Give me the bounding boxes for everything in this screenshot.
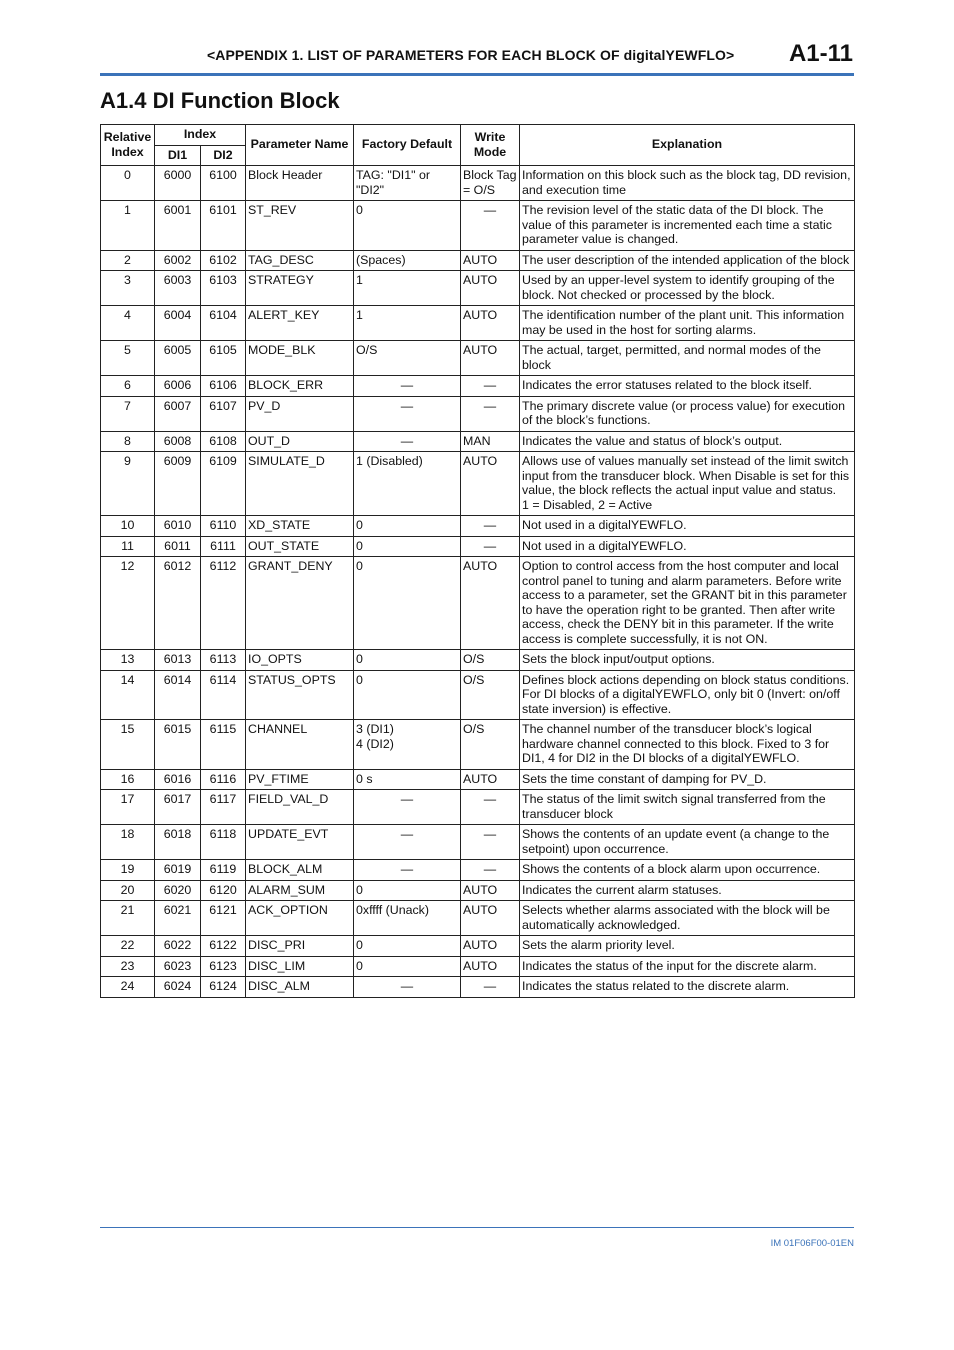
header-di2: DI2	[201, 145, 246, 166]
cell-di1-index: 6022	[155, 936, 201, 957]
cell-di2-index: 6100	[201, 166, 246, 201]
cell-relative-index: 14	[101, 670, 155, 720]
cell-write-mode: AUTO	[461, 306, 520, 341]
cell-di2-index: 6113	[201, 650, 246, 671]
cell-parameter-name: STRATEGY	[246, 271, 354, 306]
cell-write-mode: AUTO	[461, 341, 520, 376]
cell-write-mode: O/S	[461, 650, 520, 671]
cell-factory-default: 1	[354, 271, 461, 306]
cell-di1-index: 6003	[155, 271, 201, 306]
cell-explanation: Shows the contents of an update event (a change to the setpoint) upon occurrence.	[520, 825, 855, 860]
cell-write-mode: AUTO	[461, 880, 520, 901]
cell-factory-default: —	[354, 376, 461, 397]
cell-di1-index: 6006	[155, 376, 201, 397]
page-number: A1-11	[788, 40, 853, 67]
cell-factory-default: —	[354, 431, 461, 452]
cell-factory-default: 0	[354, 536, 461, 557]
cell-explanation: Indicates the error statuses related to the block itself.	[520, 376, 855, 397]
parameter-table	[100, 124, 855, 998]
cell-factory-default: 0	[354, 956, 461, 977]
cell-factory-default: 0	[354, 650, 461, 671]
cell-di2-index: 6104	[201, 306, 246, 341]
cell-relative-index: 10	[101, 516, 155, 537]
cell-factory-default: 3 (DI1) 4 (DI2)	[354, 720, 461, 770]
table-row	[101, 769, 855, 790]
table-row	[101, 396, 855, 431]
cell-explanation: Selects whether alarms associated with the block will be automatically acknowledged.	[520, 901, 855, 936]
cell-relative-index: 21	[101, 901, 155, 936]
table-row	[101, 557, 855, 650]
cell-di2-index: 6121	[201, 901, 246, 936]
header-explanation: Explanation	[520, 125, 855, 166]
cell-factory-default: —	[354, 790, 461, 825]
header-write-mode: Write Mode	[461, 125, 520, 166]
cell-explanation: The primary discrete value (or process value) for execution of the block’s functions.	[520, 396, 855, 431]
cell-di1-index: 6019	[155, 860, 201, 881]
cell-explanation: Indicates the status related to the discrete alarm.	[520, 977, 855, 998]
cell-write-mode: —	[461, 201, 520, 251]
cell-di1-index: 6004	[155, 306, 201, 341]
table-row	[101, 977, 855, 998]
cell-relative-index: 16	[101, 769, 155, 790]
cell-parameter-name: UPDATE_EVT	[246, 825, 354, 860]
cell-di1-index: 6017	[155, 790, 201, 825]
cell-relative-index: 6	[101, 376, 155, 397]
cell-relative-index: 5	[101, 341, 155, 376]
cell-explanation: Information on this block such as the block tag, DD revision, and execution time	[520, 166, 855, 201]
cell-explanation: The identification number of the plant unit. This information may be used in the host for sorting alarms.	[520, 306, 855, 341]
cell-di2-index: 6111	[201, 536, 246, 557]
table-row	[101, 166, 855, 201]
cell-write-mode: O/S	[461, 670, 520, 720]
cell-explanation: The revision level of the static data of the DI block. The value of this parameter is incremented each time a static parameter value is changed.	[520, 201, 855, 251]
cell-explanation: Not used in a digitalYEWFLO.	[520, 516, 855, 537]
cell-di1-index: 6018	[155, 825, 201, 860]
cell-parameter-name: STATUS_OPTS	[246, 670, 354, 720]
cell-parameter-name: DISC_PRI	[246, 936, 354, 957]
cell-di2-index: 6112	[201, 557, 246, 650]
cell-di2-index: 6106	[201, 376, 246, 397]
cell-factory-default: —	[354, 977, 461, 998]
table-row	[101, 670, 855, 720]
cell-parameter-name: OUT_D	[246, 431, 354, 452]
cell-write-mode: AUTO	[461, 557, 520, 650]
cell-relative-index: 23	[101, 956, 155, 977]
cell-di2-index: 6123	[201, 956, 246, 977]
cell-relative-index: 22	[101, 936, 155, 957]
cell-di1-index: 6008	[155, 431, 201, 452]
cell-parameter-name: SIMULATE_D	[246, 452, 354, 516]
cell-explanation: Indicates the current alarm statuses.	[520, 880, 855, 901]
table-row	[101, 431, 855, 452]
cell-explanation: Shows the contents of a block alarm upon occurrence.	[520, 860, 855, 881]
cell-parameter-name: IO_OPTS	[246, 650, 354, 671]
cell-di2-index: 6103	[201, 271, 246, 306]
cell-di1-index: 6016	[155, 769, 201, 790]
cell-parameter-name: ALERT_KEY	[246, 306, 354, 341]
cell-relative-index: 12	[101, 557, 155, 650]
cell-factory-default: 1 (Disabled)	[354, 452, 461, 516]
cell-write-mode: AUTO	[461, 936, 520, 957]
cell-di2-index: 6107	[201, 396, 246, 431]
cell-di2-index: 6101	[201, 201, 246, 251]
cell-explanation: The actual, target, permitted, and normal modes of the block	[520, 341, 855, 376]
cell-factory-default: 0 s	[354, 769, 461, 790]
cell-relative-index: 24	[101, 977, 155, 998]
cell-di1-index: 6021	[155, 901, 201, 936]
cell-explanation: Allows use of values manually set instead of the limit switch input from the transducer block. When Disable is set for this value, the block reflects the actual input value and status. 1 = Disabled, 2 = Active	[520, 452, 855, 516]
cell-di2-index: 6108	[201, 431, 246, 452]
cell-parameter-name: ACK_OPTION	[246, 901, 354, 936]
cell-parameter-name: DISC_LIM	[246, 956, 354, 977]
cell-di1-index: 6001	[155, 201, 201, 251]
cell-di1-index: 6015	[155, 720, 201, 770]
cell-parameter-name: MODE_BLK	[246, 341, 354, 376]
cell-di1-index: 6012	[155, 557, 201, 650]
cell-factory-default: (Spaces)	[354, 250, 461, 271]
table-row	[101, 790, 855, 825]
table-row	[101, 516, 855, 537]
cell-write-mode: AUTO	[461, 271, 520, 306]
cell-factory-default: 0xffff (Unack)	[354, 901, 461, 936]
table-row	[101, 306, 855, 341]
cell-write-mode: —	[461, 536, 520, 557]
cell-parameter-name: TAG_DESC	[246, 250, 354, 271]
cell-parameter-name: ALARM_SUM	[246, 880, 354, 901]
table-row	[101, 936, 855, 957]
cell-relative-index: 13	[101, 650, 155, 671]
cell-explanation: Sets the block input/output options.	[520, 650, 855, 671]
cell-factory-default: 0	[354, 936, 461, 957]
cell-factory-default: —	[354, 396, 461, 431]
table-row	[101, 341, 855, 376]
cell-di2-index: 6118	[201, 825, 246, 860]
cell-factory-default: 0	[354, 670, 461, 720]
cell-write-mode: AUTO	[461, 452, 520, 516]
header-rule	[100, 73, 854, 76]
cell-relative-index: 19	[101, 860, 155, 881]
cell-parameter-name: ST_REV	[246, 201, 354, 251]
table-row	[101, 901, 855, 936]
cell-di2-index: 6122	[201, 936, 246, 957]
table-row	[101, 201, 855, 251]
cell-write-mode: MAN	[461, 431, 520, 452]
cell-write-mode: AUTO	[461, 250, 520, 271]
cell-factory-default: 1	[354, 306, 461, 341]
cell-di2-index: 6117	[201, 790, 246, 825]
cell-explanation: Indicates the value and status of block’s output.	[520, 431, 855, 452]
table-row	[101, 720, 855, 770]
cell-write-mode: —	[461, 516, 520, 537]
cell-relative-index: 0	[101, 166, 155, 201]
table-body	[101, 166, 855, 998]
header-factory-default: Factory Default	[354, 125, 461, 166]
cell-write-mode: O/S	[461, 720, 520, 770]
cell-explanation: Not used in a digitalYEWFLO.	[520, 536, 855, 557]
cell-parameter-name: GRANT_DENY	[246, 557, 354, 650]
cell-relative-index: 11	[101, 536, 155, 557]
cell-factory-default: TAG: "DI1" or "DI2"	[354, 166, 461, 201]
cell-relative-index: 18	[101, 825, 155, 860]
cell-write-mode: —	[461, 376, 520, 397]
document-id: IM 01F06F00-01EN	[770, 1238, 854, 1249]
cell-di1-index: 6024	[155, 977, 201, 998]
cell-explanation: The channel number of the transducer block’s logical hardware channel connected to this block. Fixed to 3 for DI1, 4 for DI2 in the DI blocks of a digitalYEWFLO.	[520, 720, 855, 770]
cell-relative-index: 7	[101, 396, 155, 431]
cell-explanation: Defines block actions depending on block status conditions. For DI blocks of a digitalYEWFLO, only bit 0 (Invert: on/off state inversion) is effective.	[520, 670, 855, 720]
header-parameter-name: Parameter Name	[246, 125, 354, 166]
header-title: <APPENDIX 1. LIST OF PARAMETERS FOR EACH BLOCK OF digitalYEWFLO>	[207, 47, 735, 63]
cell-di2-index: 6124	[201, 977, 246, 998]
cell-parameter-name: BLOCK_ALM	[246, 860, 354, 881]
cell-explanation: Indicates the status of the input for the discrete alarm.	[520, 956, 855, 977]
cell-di1-index: 6010	[155, 516, 201, 537]
cell-write-mode: —	[461, 977, 520, 998]
table-row	[101, 956, 855, 977]
table-row	[101, 650, 855, 671]
cell-parameter-name: Block Header	[246, 166, 354, 201]
cell-explanation: Used by an upper-level system to identify grouping of the block. Not checked or processed by the block.	[520, 271, 855, 306]
cell-write-mode: Block Tag = O/S	[461, 166, 520, 201]
table-row	[101, 452, 855, 516]
cell-factory-default: 0	[354, 557, 461, 650]
cell-write-mode: —	[461, 860, 520, 881]
cell-di1-index: 6002	[155, 250, 201, 271]
cell-di2-index: 6115	[201, 720, 246, 770]
cell-di2-index: 6114	[201, 670, 246, 720]
table-row	[101, 376, 855, 397]
cell-di1-index: 6013	[155, 650, 201, 671]
cell-explanation: Option to control access from the host computer and local control panel to tuning and alarm parameters. Before write access to a parameter, set the GRANT bit in this parameter to have the operation right to be granted. Then after write access, check the DENY bit in this parameter. If the write access is complete successfully, it is not ON.	[520, 557, 855, 650]
header-relative-index: Relative Index	[101, 125, 155, 166]
cell-di1-index: 6011	[155, 536, 201, 557]
header-index: Index	[155, 125, 246, 146]
table-row	[101, 880, 855, 901]
cell-parameter-name: XD_STATE	[246, 516, 354, 537]
cell-di2-index: 6109	[201, 452, 246, 516]
cell-write-mode: AUTO	[461, 769, 520, 790]
cell-parameter-name: PV_D	[246, 396, 354, 431]
cell-parameter-name: OUT_STATE	[246, 536, 354, 557]
cell-write-mode: —	[461, 396, 520, 431]
cell-di2-index: 6105	[201, 341, 246, 376]
cell-factory-default: —	[354, 860, 461, 881]
cell-di2-index: 6102	[201, 250, 246, 271]
cell-di2-index: 6120	[201, 880, 246, 901]
cell-parameter-name: DISC_ALM	[246, 977, 354, 998]
cell-relative-index: 17	[101, 790, 155, 825]
cell-relative-index: 20	[101, 880, 155, 901]
cell-relative-index: 2	[101, 250, 155, 271]
cell-parameter-name: FIELD_VAL_D	[246, 790, 354, 825]
cell-relative-index: 8	[101, 431, 155, 452]
cell-explanation: The status of the limit switch signal transferred from the transducer block	[520, 790, 855, 825]
cell-di1-index: 6020	[155, 880, 201, 901]
cell-write-mode: AUTO	[461, 956, 520, 977]
cell-explanation: Sets the alarm priority level.	[520, 936, 855, 957]
cell-di2-index: 6116	[201, 769, 246, 790]
cell-write-mode: —	[461, 790, 520, 825]
cell-parameter-name: PV_FTIME	[246, 769, 354, 790]
cell-explanation: The user description of the intended application of the block	[520, 250, 855, 271]
table-row	[101, 250, 855, 271]
table-row	[101, 271, 855, 306]
cell-di1-index: 6009	[155, 452, 201, 516]
table-row	[101, 825, 855, 860]
header-di1: DI1	[155, 145, 201, 166]
cell-relative-index: 9	[101, 452, 155, 516]
cell-relative-index: 3	[101, 271, 155, 306]
cell-relative-index: 4	[101, 306, 155, 341]
cell-relative-index: 15	[101, 720, 155, 770]
cell-factory-default: 0	[354, 201, 461, 251]
cell-di1-index: 6000	[155, 166, 201, 201]
cell-di1-index: 6007	[155, 396, 201, 431]
cell-factory-default: O/S	[354, 341, 461, 376]
cell-parameter-name: BLOCK_ERR	[246, 376, 354, 397]
cell-di2-index: 6110	[201, 516, 246, 537]
cell-di2-index: 6119	[201, 860, 246, 881]
cell-di1-index: 6023	[155, 956, 201, 977]
section-title: A1.4 DI Function Block	[100, 88, 340, 113]
cell-di1-index: 6014	[155, 670, 201, 720]
cell-parameter-name: CHANNEL	[246, 720, 354, 770]
cell-write-mode: AUTO	[461, 901, 520, 936]
cell-relative-index: 1	[101, 201, 155, 251]
cell-factory-default: 0	[354, 880, 461, 901]
cell-factory-default: 0	[354, 516, 461, 537]
cell-explanation: Sets the time constant of damping for PV_D.	[520, 769, 855, 790]
table-row	[101, 536, 855, 557]
cell-di1-index: 6005	[155, 341, 201, 376]
footer-rule	[100, 1227, 854, 1228]
table-row	[101, 860, 855, 881]
cell-factory-default: —	[354, 825, 461, 860]
cell-write-mode: —	[461, 825, 520, 860]
